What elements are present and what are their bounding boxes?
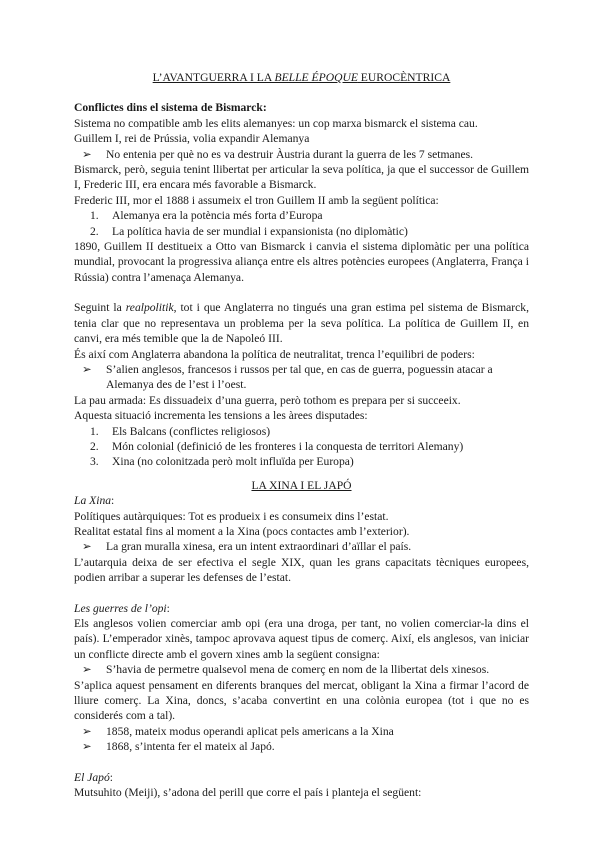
- page-title: L’AVANTGUERRA I LA BELLE ÉPOQUE EUROCÈNTRICA: [152, 71, 451, 84]
- arrowhead-bullet-icon: ➢: [82, 147, 92, 161]
- paragraph: La pau armada: Es dissuadeix d’una guerra, però tothom es prepara per si succeeix.: [74, 393, 461, 407]
- paragraph: Polítiques autàrquiques: Tot es produeix i es consumeix dins l’estat.: [74, 509, 389, 523]
- subheading-japo: El Japó:: [74, 770, 113, 784]
- numbered-list-item: 1. Els Balcans (conflictes religiosos): [90, 424, 271, 438]
- paragraph: Guillem I, rei de Prússia, volia expandir Alemanya: [74, 132, 310, 146]
- paragraph: Seguint la realpolitik, tot i que Anglaterra no tingués una gran estima pel sistema de Bismarck, tenia clar que no representava un problema per la seva política. La política de Guillem II, en canvi, era més temible que la de Napoleó III.: [74, 301, 530, 346]
- paragraph: Sistema no compatible amb les elits alemanyes: un cop marxa bismarck el sistema cau.: [74, 116, 478, 130]
- list-item: ➢ No entenia per què no es va destruir Àustria durant la guerra de les 7 setmanes.: [82, 147, 474, 161]
- numbered-list-item: 2. Món colonial (definició de les fronteres i la conquesta de territori Alemany): [90, 439, 464, 453]
- paragraph: S’aplica aquest pensament en diferents branques del mercat, obligant la Xina a firmar l’acord de lliure comerç. La Xina, doncs, s’acaba convertint en una colònia europea (tot i que no es considerés com a tal).: [74, 678, 529, 723]
- numbered-list-item: 1. Alemanya era la potència més forta d’Europa: [90, 209, 323, 223]
- list-item: ➢ S’havia de permetre qualsevol mena de comerç en nom de la llibertat dels xinesos.: [82, 663, 490, 677]
- arrowhead-bullet-icon: ➢: [82, 663, 92, 677]
- bismarck-heading: Conflictes dins el sistema de Bismarck:: [74, 101, 267, 115]
- document-content: [74, 70, 529, 800]
- arrowhead-bullet-icon: ➢: [82, 724, 92, 738]
- list-item: ➢ 1868, s’intenta fer el mateix al Japó.: [82, 740, 275, 754]
- paragraph: Frederic III, mor el 1888 i assumeix el tron Guillem II amb la següent política:: [74, 193, 439, 207]
- paragraph: Aquesta situació incrementa les tensions a les àrees disputades:: [74, 409, 368, 423]
- numbered-list-item: 3. Xina (no colonitzada però molt influïda per Europa): [90, 455, 354, 469]
- paragraph: L’autarquia deixa de ser efectiva el segle XIX, quan les grans capacitats tècniques europees, podien arribar a superar les defenses de l’estat.: [74, 555, 529, 585]
- subheading-xina: La Xina:: [74, 494, 115, 508]
- list-item: ➢ S’alien anglesos, francesos i russos per tal que, en cas de guerra, poguessin atacar a Alemanya des de l’est i l’oest.: [82, 362, 493, 392]
- numbered-list-item: 2. La política havia de ser mundial i expansionista (no diplomàtic): [90, 224, 408, 238]
- paragraph: És així com Anglaterra abandona la política de neutralitat, trenca l’equilibri de poders:: [74, 347, 475, 361]
- paragraph: Els anglesos volien comerciar amb opi (era una droga, per tant, no volien comerciar-la dins el país). L’emperador xinès, tampoc aprovava aquest tipus de comerç. Així, els anglesos, van iniciar un conflicte directe amb el govern xines amb la següent consigna:: [74, 617, 529, 661]
- subheading-opi: Les guerres de l’opi:: [74, 601, 170, 615]
- paragraph: Bismarck, però, seguia tenint llibertat per articular la seva política, ja que el successor de Guillem I, Frederic III, era encara més favorable a Bismarck.: [74, 163, 529, 192]
- list-item: ➢ 1858, mateix modus operandi aplicat pels americans a la Xina: [82, 724, 394, 738]
- paragraph: 1890, Guillem II destitueix a Otto van Bismarck i canvia el sistema diplomàtic per una política mundial, provocant la progressiva aliança entre els altres potències europees (Anglaterra, França i Rússia) contra l’amenaça Alemanya.: [74, 240, 529, 284]
- list-item: ➢ La gran muralla xinesa, era un intent extraordinari d’aïllar el país.: [82, 540, 412, 554]
- arrowhead-bullet-icon: ➢: [82, 362, 92, 376]
- arrowhead-bullet-icon: ➢: [82, 740, 92, 754]
- paragraph: Mutsuhito (Meiji), s’adona del perill que corre el país i planteja el següent:: [74, 786, 422, 800]
- paragraph: Realitat estatal fins al moment a la Xina (pocs contactes amb l’exterior).: [74, 524, 410, 538]
- section-title: LA XINA I EL JAPÓ: [251, 478, 352, 492]
- arrowhead-bullet-icon: ➢: [82, 540, 92, 554]
